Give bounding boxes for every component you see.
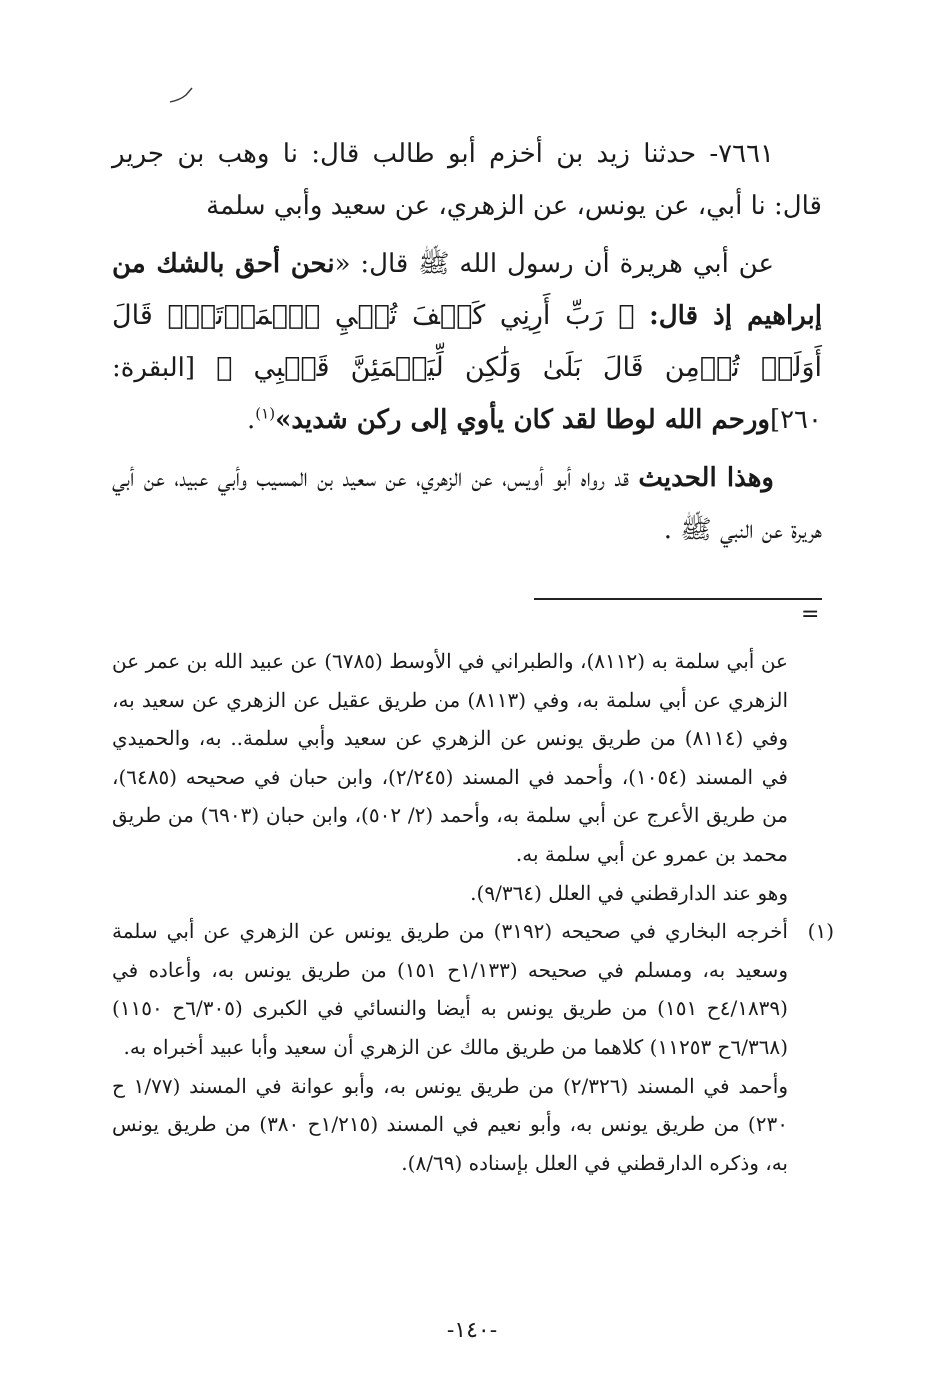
- footnote-1-continuation: وأحمد في المسند (٢/٣٢٦) من طريق يونس به، وأبو عوانة في المسند (١/٧٧ ح ٢٣٠) من طريق يونس به، وأبو نعيم في المسند (١/٢١٥ح ٣٨٠) من طريق يونس به، وذكره الدارقطني في العلل بإسناده (٨/٦٩).: [112, 1073, 788, 1175]
- isnad-text: حدثنا زيد بن أخزم أبو طالب قال: نا وهب بن جرير قال: نا أبي، عن يونس، عن الزهري، عن سعيد وأبي سلمة: [112, 139, 822, 221]
- main-text: [112, 128, 822, 556]
- matn-close: »: [275, 405, 292, 435]
- continuation-mark: =: [801, 602, 820, 627]
- footnote-carried-over-end: وهو عند الدارقطني في العلل (٩/٣٦٤).: [470, 880, 788, 905]
- matn-bold-1: نحن أحق بالشك من إبراهيم إذ قال:: [112, 249, 822, 331]
- comment-lead: وهذا الحديث: [638, 463, 774, 493]
- quran-reference: [البقرة: ٢٦٠]: [112, 353, 822, 435]
- footnote-carried-over: عن أبي سلمة به (٨١١٢)، والطبراني في الأوسط (٦٧٨٥) عن عبيد الله بن عمر عن الزهري عن أبي سلمة به، وفي (٨١١٣) من طريق عقيل عن الزهري عن سعيد به، وفي (٨١١٤) من طريق يونس عن الزهري عن سعيد وأبي سلمة.. به، والحميدي في المسند (١٠٥٤)، وأحمد في المسند (٢/٢٤٥)، وابن حبان في صحيحه (٦٤٨٥)، من طريق الأعرج عن أبي سلمة به، وأحمد (٢/ ٥٠٢)، وابن حبان (٦٩٠٣) من طريق محمد بن عمرو عن أبي سلمة به.: [112, 649, 789, 866]
- footnotes: [112, 642, 834, 1182]
- comment-text: قد رواه أبو أويس، عن الزهري، عن سعيد بن المسيب وأبي عبيد، عن أبي هريرة عن النبي ﷺ .: [112, 463, 822, 545]
- footnote-1-text: أخرجه البخاري في صحيحه (٣١٩٢) من طريق يونس عن الزهري عن أبي سلمة وسعيد به، ومسلم في صحيحه (١/١٣٣ح ١٥١) من طريق يونس به، وأعاده في (٤/١٨٣٩ح ١٥١) من طريق يونس به أيضا والنسائي في الكبرى (٦/٣٠٥ح ١١٥٠) (٦/٣٦٨ح ١١٢٥٣) كلاهما من طريق مالك عن الزهري أن سعيد وأبا عبيد أخبراه به.: [112, 919, 788, 1059]
- quran-verse: ﴿ رَبِّ أَرِنِي كَيۡفَ تُحۡيِ ٱلۡمَوۡتَىٰۖ قَالَ أَوَلَمۡ تُؤۡمِن قَالَ بَلَىٰ وَلَٰكِن لِّيَطۡمَئِنَّ قَلۡبِي ﴾: [112, 300, 822, 383]
- footnote-separator: [534, 598, 822, 600]
- author-comment: [112, 452, 822, 556]
- matn-bold-2: ورحم الله لوطا لقد كان يأوي إلى ركن شديد: [291, 405, 770, 435]
- hadith-isnad: [112, 128, 822, 232]
- pen-mark-icon: [168, 86, 194, 104]
- matn-end: .: [247, 405, 256, 435]
- footnote-1: [112, 912, 834, 1066]
- hadith-matn: [112, 238, 822, 446]
- footnote-reference[interactable]: (١): [255, 404, 276, 423]
- matn-intro: عن أبي هريرة أن رسول الله ﷺ قال: «: [334, 249, 774, 279]
- hadith-number: ٧٦٦١-: [709, 139, 774, 169]
- footnote-1-number: (١): [807, 919, 834, 944]
- page-number: -١٤٠-: [446, 1318, 498, 1343]
